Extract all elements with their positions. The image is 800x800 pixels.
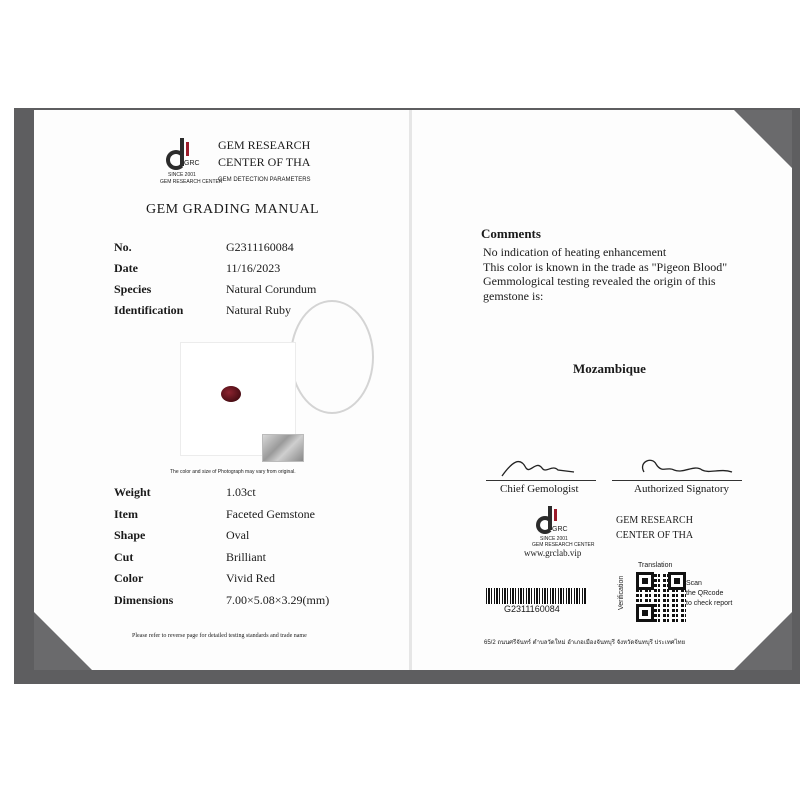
left-footer-note: Please refer to reverse page for detailed testing standards and trade name — [132, 633, 307, 639]
org-name-line2: CENTER OF THA — [218, 155, 311, 169]
signature-line-left — [486, 480, 596, 481]
logo-since-text: SINCE 2001 — [168, 172, 196, 178]
color-label: Color — [114, 571, 144, 585]
shape-value: Oval — [226, 528, 250, 542]
org-name-line1: GEM RESEARCH — [218, 138, 311, 152]
org-name-right-line1: GEM RESEARCH — [616, 515, 693, 526]
no-value: G2311160084 — [226, 240, 294, 254]
logo-center-text: GEM RESEARCH CENTER — [160, 179, 223, 185]
right-page — [412, 110, 792, 670]
photo-note: The color and size of Photograph may vary from original. — [170, 469, 296, 475]
identification-label: Identification — [114, 303, 184, 317]
corner-holder-top-right — [734, 110, 792, 168]
dimensions-label: Dimensions — [114, 592, 174, 607]
verification-qr-code[interactable] — [636, 572, 686, 622]
org-subtitle: GEM DETECTION PARAMETERS — [218, 177, 311, 183]
authorized-signatory-signature — [628, 452, 738, 482]
corner-holder-bottom-right — [734, 612, 792, 670]
weight-value: 1.03ct — [226, 485, 256, 499]
ruby-gemstone-image — [221, 386, 241, 402]
barcode-number: G2311160084 — [504, 604, 560, 614]
cut-label: Cut — [114, 549, 134, 564]
logo-grc-text: GRC — [184, 160, 200, 167]
qr-instruction-line: the QRcode — [686, 590, 724, 597]
qr-instruction-line: Scan — [686, 580, 702, 587]
translation-label: Translation — [638, 562, 673, 569]
chief-gemologist-label: Chief Gemologist — [500, 483, 579, 495]
date-label: Date — [114, 261, 138, 275]
comment-line: gemstone is: — [483, 288, 544, 303]
report-barcode — [486, 588, 586, 604]
origin-value: Mozambique — [573, 361, 646, 376]
folder-spine — [409, 110, 412, 670]
shape-label: Shape — [114, 528, 146, 542]
chief-gemologist-signature — [496, 452, 580, 482]
hologram-sticker — [262, 434, 304, 462]
qr-instruction-line: to check report — [686, 600, 733, 607]
website-link[interactable]: www.grclab.vip — [524, 548, 582, 558]
watermark-seal — [290, 300, 374, 414]
item-value: Faceted Gemstone — [226, 506, 315, 521]
cut-value: Brilliant — [226, 549, 266, 564]
authorized-signatory-label: Authorized Signatory — [634, 483, 730, 495]
logo-center-text-right: GEM RESEARCH CENTER — [532, 542, 595, 548]
verification-label: Verification — [618, 575, 625, 610]
color-value: Vivid Red — [226, 571, 275, 585]
comments-heading: Comments — [481, 226, 541, 241]
species-value: Natural Corundum — [226, 282, 317, 296]
comment-line: Gemmological testing revealed the origin of this — [483, 274, 716, 288]
org-name-right-line2: CENTER OF THA — [616, 530, 694, 541]
corner-holder-bottom-left — [34, 612, 92, 670]
identification-value: Natural Ruby — [226, 303, 291, 317]
date-value: 11/16/2023 — [226, 261, 281, 275]
lab-address: 65/2 ถนนศรีจันทร์ ตำบลวัดใหม่ อำเภอเมืองจันทบุรี จังหวัดจันทบุรี ประเทศไทย — [484, 640, 686, 646]
item-label: Item — [114, 506, 138, 521]
logo-since-text-right: SINCE 2001 — [540, 536, 568, 542]
no-label: No. — [114, 240, 132, 254]
signature-line-right — [612, 480, 742, 481]
comment-line: No indication of heating enhancement — [483, 245, 667, 259]
logo-grc-text-right: GRC — [552, 526, 568, 533]
document-title: GEM GRADING MANUAL — [146, 202, 320, 217]
dimensions-value: 7.00×5.08×3.29(mm) — [226, 592, 330, 607]
comment-line: This color is known in the trade as "Pigeon Blood" — [483, 259, 728, 274]
species-label: Species — [114, 282, 152, 296]
weight-label: Weight — [114, 485, 151, 499]
